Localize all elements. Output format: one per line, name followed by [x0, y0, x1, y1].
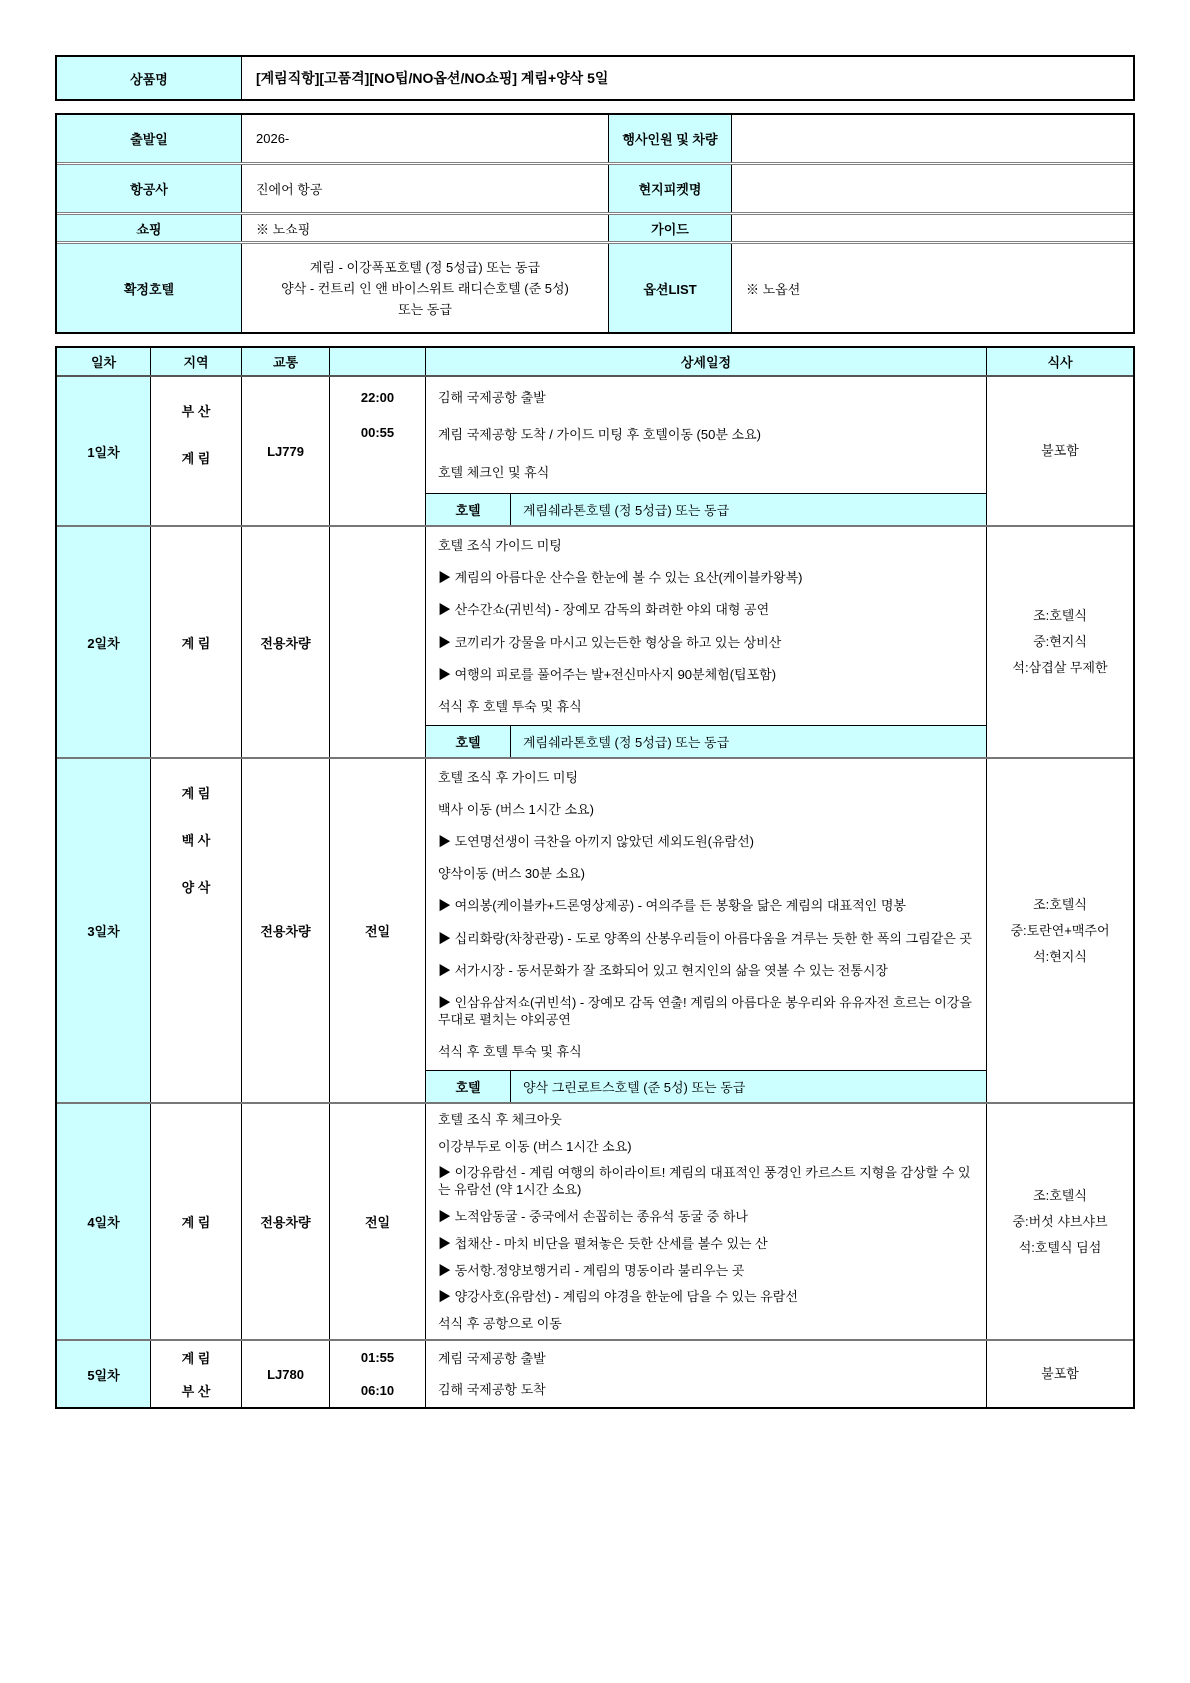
product-table	[55, 55, 1135, 101]
meal-line: 불포함	[1041, 1366, 1079, 1381]
detail-line: 양삭이동 (버스 30분 소요)	[438, 866, 585, 882]
airline-label: 항공사	[57, 165, 242, 212]
detail-line: ▶ 도연명선생이 극찬을 아끼지 않았던 세외도원(유람선)	[438, 834, 754, 850]
hotel-name: 계림쉐라톤호텔 (정 5성급) 또는 동급	[523, 735, 730, 750]
region-label: 계 림	[181, 451, 211, 466]
day-row-4	[57, 1104, 1133, 1341]
hotel-name: 양삭 그린로트스호텔 (준 5성) 또는 동급	[523, 1080, 746, 1095]
detail-cell	[426, 759, 987, 1102]
meal-cell	[987, 1341, 1133, 1407]
detail-line: ▶ 계림의 아름다운 산수을 한눈에 볼 수 있는 요산(케이블카왕복)	[438, 569, 803, 585]
day-row-3	[57, 759, 1133, 1104]
detail-line: 석식 후 호텔 투숙 및 휴식	[438, 699, 582, 715]
party-vehicle-value	[732, 115, 1133, 162]
time-label: 00:55	[360, 425, 395, 440]
detail-line: ▶ 노적암동굴 - 중국에서 손꼽히는 종유석 동굴 중 하나	[438, 1209, 748, 1225]
transport-cell: 전용차량	[242, 1104, 330, 1339]
hotel-subrow	[426, 493, 986, 525]
region-cell	[151, 1104, 242, 1339]
hotel-name: 계림쉐라톤호텔 (정 5성급) 또는 동급	[523, 503, 730, 518]
day-label: 5일차	[57, 1341, 151, 1407]
product-name-label: 상품명	[57, 57, 242, 99]
header-transport: 교통	[242, 348, 330, 375]
hotel-subrow	[426, 1070, 986, 1102]
detail-line: 이강부두로 이동 (버스 1시간 소요)	[438, 1138, 632, 1154]
region-label: 부 산	[181, 404, 211, 419]
hotel-subrow	[426, 725, 986, 757]
detail-line: 계림 국제공항 출발	[438, 1351, 546, 1366]
day-row-5	[57, 1341, 1133, 1407]
transport-cell: 전용차량	[242, 527, 330, 757]
meal-cell	[987, 527, 1133, 757]
guide-label: 가이드	[609, 215, 732, 241]
day-label: 1일차	[57, 377, 151, 525]
hotel-label: 호텔	[426, 494, 511, 525]
detail-line: ▶ 동서항.정양보행거리 - 계림의 명동이라 불리우는 곳	[438, 1262, 745, 1278]
header-day: 일차	[57, 348, 151, 375]
hotel-label: 호텔	[426, 726, 511, 757]
meal-line: 석:삼겹살 무제한	[1012, 660, 1108, 675]
hotel-label: 호텔	[426, 1071, 511, 1102]
detail-line: ▶ 산수간쇼(귀빈석) - 장예모 감독의 화려한 야외 대형 공연	[438, 602, 770, 618]
region-label: 백 사	[181, 833, 211, 848]
header-detail: 상세일정	[426, 348, 987, 375]
region-cell	[151, 759, 242, 1102]
meal-line: 조:호텔식	[1033, 896, 1087, 912]
time-cell	[330, 527, 426, 757]
confirmed-hotel-value	[242, 244, 609, 332]
departure-date-label: 출발일	[57, 115, 242, 162]
hotel-line: 양삭 - 컨트리 인 앤 바이스위트 래디슨호텔 (준 5성)	[281, 280, 569, 296]
shopping-label: 쇼핑	[57, 215, 242, 241]
guide-value	[732, 215, 1133, 241]
product-row	[57, 57, 1133, 99]
day-label: 2일차	[57, 527, 151, 757]
transport-cell: LJ779	[242, 377, 330, 525]
region-cell	[151, 527, 242, 757]
option-list-value: ※ 노옵션	[746, 281, 801, 297]
confirmed-hotel-label: 확정호텔	[57, 244, 242, 332]
info-row-airline	[57, 165, 1133, 215]
detail-line: ▶ 첩채산 - 마치 비단을 펼쳐놓은 듯한 산세를 볼수 있는 산	[438, 1235, 768, 1251]
time-label: 전일	[364, 1215, 391, 1230]
detail-line: 호텔 조식 가이드 미팅	[438, 537, 562, 553]
meal-line: 중:버섯 샤브샤브	[1012, 1213, 1108, 1229]
local-picket-label: 현지피켓명	[609, 165, 732, 212]
meal-line: 중:현지식	[1033, 634, 1087, 649]
hotel-line: 또는 동급	[398, 301, 452, 317]
region-label: 부 산	[181, 1384, 211, 1399]
itinerary-table	[55, 346, 1135, 1409]
itinerary-header-row	[57, 348, 1133, 377]
hotel-line: 계림 - 이강폭포호텔 (정 5성급) 또는 동급	[309, 259, 541, 275]
day-row-1	[57, 377, 1133, 527]
option-list-label: 옵션LIST	[609, 244, 732, 332]
region-label: 계 림	[181, 786, 211, 801]
time-cell	[330, 1341, 426, 1407]
local-picket-value	[732, 165, 1133, 212]
departure-date-value: 2026-	[242, 115, 609, 162]
meal-line: 석:현지식	[1033, 948, 1087, 964]
shopping-value: ※ 노쇼핑	[242, 215, 609, 241]
day-label: 4일차	[57, 1104, 151, 1339]
meal-line: 석:호텔식 딤섬	[1018, 1239, 1102, 1255]
time-label: 22:00	[360, 390, 395, 405]
detail-line: ▶ 서가시장 - 동서문화가 잘 조화되어 있고 현지인의 삶을 엿볼 수 있는 전통시장	[438, 962, 888, 978]
meal-cell	[987, 759, 1133, 1102]
detail-line: ▶ 십리화랑(차창관광) - 도로 양쪽의 산봉우리들이 아름다움을 겨루는 듯한 한 폭의 그림같은 곳	[438, 930, 972, 946]
meal-cell	[987, 1104, 1133, 1339]
transport-cell: LJ780	[242, 1341, 330, 1407]
detail-line: 계림 국제공항 도착 / 가이드 미팅 후 호텔이동 (50분 소요)	[438, 427, 761, 443]
product-name-value: [계림직항][고품격][NO팁/NO옵션/NO쇼핑] 계림+양삭 5일	[256, 70, 609, 86]
info-row-hotel	[57, 244, 1133, 332]
header-meal: 식사	[987, 348, 1133, 375]
header-region: 지역	[151, 348, 242, 375]
time-label: 01:55	[360, 1350, 395, 1365]
day-label: 3일차	[57, 759, 151, 1102]
region-cell	[151, 377, 242, 525]
time-cell	[330, 759, 426, 1102]
detail-cell	[426, 527, 987, 757]
meal-line: 조:호텔식	[1033, 1187, 1087, 1203]
detail-line: 석식 후 호텔 투숙 및 휴식	[438, 1044, 582, 1060]
region-cell	[151, 1341, 242, 1407]
detail-line: 김해 국제공항 도착	[438, 1382, 546, 1397]
region-label: 양 삭	[181, 880, 211, 895]
region-label: 계 림	[181, 635, 211, 651]
airline-value: 진에어 항공	[242, 165, 609, 212]
detail-line: 호텔 조식 후 체크아웃	[438, 1111, 562, 1127]
meal-line: 중:토란연+맥주어	[1010, 922, 1110, 938]
time-cell	[330, 1104, 426, 1339]
detail-line: 호텔 체크인 및 휴식	[438, 464, 550, 480]
detail-cell	[426, 1341, 987, 1407]
time-label: 전일	[364, 924, 391, 939]
transport-cell: 전용차량	[242, 759, 330, 1102]
tour-info-table	[55, 113, 1135, 334]
party-vehicle-label: 행사인원 및 차량	[609, 115, 732, 162]
info-row-shopping	[57, 215, 1133, 244]
detail-line: ▶ 여의봉(케이블카+드론영상제공) - 여의주를 든 봉황을 닮은 계림의 대표적인 명봉	[438, 898, 906, 914]
region-label: 계 림	[181, 1215, 211, 1230]
meal-line: 불포함	[1041, 443, 1079, 458]
region-label: 계 림	[181, 1351, 211, 1366]
detail-line: ▶ 인삼유삼저쇼(귀빈석) - 장예모 감독 연출! 계림의 아름다운 봉우리와 유유자전 흐르는 이강을 무대로 펼치는 야외공연	[438, 995, 972, 1028]
day-row-2	[57, 527, 1133, 759]
detail-line: ▶ 이강유람선 - 계림 여행의 하이라이트! 계림의 대표적인 풍경인 카르스트 지형을 감상할 수 있는 유람선 (약 1시간 소요)	[438, 1165, 971, 1198]
detail-cell	[426, 377, 987, 525]
detail-cell	[426, 1104, 987, 1339]
time-cell	[330, 377, 426, 525]
meal-cell	[987, 377, 1133, 525]
info-row-departure	[57, 115, 1133, 165]
detail-line: ▶ 양강사호(유람선) - 계림의 야경을 한눈에 담을 수 있는 유람선	[438, 1289, 798, 1305]
header-time	[330, 348, 426, 375]
detail-line: 백사 이동 (버스 1시간 소요)	[438, 801, 594, 817]
time-label: 06:10	[360, 1383, 395, 1398]
detail-line: ▶ 코끼리가 강물을 마시고 있는든한 형상을 하고 있는 상비산	[438, 634, 782, 650]
meal-line: 조:호텔식	[1033, 608, 1087, 623]
detail-line: 호텔 조식 후 가이드 미팅	[438, 769, 579, 785]
detail-line: ▶ 여행의 피로를 풀어주는 발+전신마사지 90분체험(팁포함)	[438, 666, 777, 682]
detail-line: 석식 후 공항으로 이동	[438, 1316, 562, 1332]
detail-line: 김해 국제공항 출발	[438, 390, 546, 406]
